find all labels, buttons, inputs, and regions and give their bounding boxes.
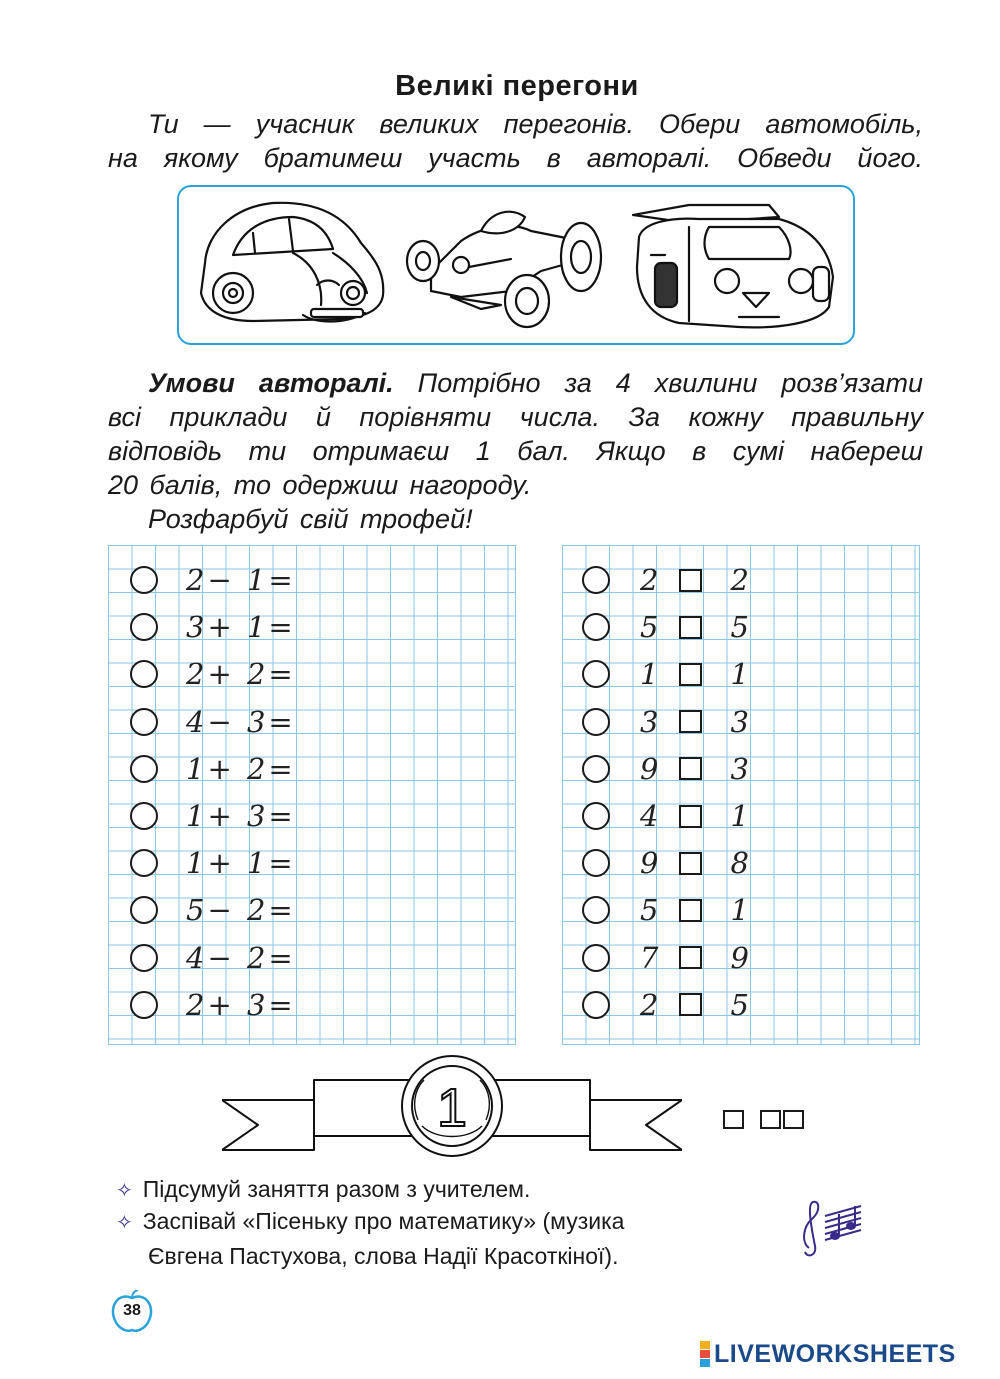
example-row — [130, 609, 296, 645]
example-row — [130, 704, 296, 740]
answer-circle[interactable] — [582, 802, 610, 830]
intro-line-2: на якому братимеш участь в авторалі. Обведи його. — [108, 143, 923, 173]
comparison-right-number: 2 — [730, 563, 752, 597]
watermark — [700, 1340, 956, 1369]
comparison-left-number: 9 — [640, 751, 662, 786]
score-box-3[interactable] — [783, 1110, 804, 1129]
comparison-row — [582, 987, 752, 1023]
comparison-left-number: 5 — [640, 610, 662, 645]
comparison-row — [582, 845, 752, 881]
comparison-sign-box[interactable] — [679, 757, 702, 780]
answer-circle[interactable] — [582, 660, 610, 688]
score-box-2[interactable] — [760, 1110, 781, 1129]
comparison-left-number: 7 — [640, 940, 662, 975]
rules-heading: Умови авторалі. — [148, 368, 394, 398]
beetle-car[interactable] — [193, 193, 393, 337]
example-row — [130, 940, 296, 976]
bullet-2 — [116, 1205, 624, 1273]
comparison-left-number: 2 — [640, 987, 662, 1022]
answer-circle[interactable] — [130, 944, 158, 972]
page-title: Великі перегони — [395, 70, 639, 102]
comparison-left-number: 3 — [640, 704, 662, 739]
example-row — [130, 845, 296, 881]
answer-circle[interactable] — [130, 991, 158, 1019]
comparison-left-number: 5 — [640, 893, 662, 928]
answer-circle[interactable] — [130, 708, 158, 736]
comparison-row — [582, 940, 752, 976]
rules-line-5: Розфарбуй свій трофей! — [148, 504, 473, 534]
comparison-sign-box[interactable] — [679, 569, 702, 592]
music-note-icon — [795, 1196, 867, 1262]
bullet-1-text: Підсумуй заняття разом з учителем. — [142, 1176, 531, 1202]
example-expression: 2− 1= — [186, 563, 296, 597]
answer-circle[interactable] — [582, 944, 610, 972]
score-box-1[interactable] — [723, 1110, 744, 1129]
comparison-left-number: 2 — [640, 563, 662, 597]
comparison-sign-box[interactable] — [679, 710, 702, 733]
rules-line-4: 20 балів, то одержиш нагороду. — [108, 470, 532, 500]
comparison-row — [582, 562, 752, 598]
example-row — [130, 751, 296, 787]
comparison-row — [582, 751, 752, 787]
answer-circle[interactable] — [130, 755, 158, 783]
comparison-right-number: 3 — [730, 704, 752, 739]
comparison-sign-box[interactable] — [679, 899, 702, 922]
rules-line-1-rest: Потрібно за 4 хвилини розв’язати — [417, 368, 923, 398]
comparison-left-number: 9 — [640, 846, 662, 881]
intro-line-1: Ти — учасник великих перегонів. Обери автомобіль, — [148, 109, 923, 139]
comparison-sign-box[interactable] — [679, 663, 702, 686]
bullet-1 — [116, 1173, 530, 1208]
liveworksheets-logo-icon — [700, 1341, 710, 1368]
answer-circle[interactable] — [130, 566, 158, 594]
example-expression: 2+ 2= — [186, 657, 296, 692]
comparison-sign-box[interactable] — [679, 805, 702, 828]
rules-line-1 — [108, 366, 923, 400]
trophy-ribbon[interactable] — [222, 1050, 682, 1168]
answer-circle[interactable] — [582, 755, 610, 783]
comparison-row — [582, 609, 752, 645]
comparison-row — [582, 704, 752, 740]
answer-circle[interactable] — [130, 613, 158, 641]
example-row — [130, 892, 296, 928]
answer-circle[interactable] — [582, 613, 610, 641]
comparison-sign-box[interactable] — [679, 852, 702, 875]
sparkle-icon: ✧ — [116, 1212, 133, 1234]
medal-number: 1 — [436, 1078, 468, 1138]
comparison-left-number: 4 — [640, 799, 662, 833]
comparison-sign-box[interactable] — [679, 616, 702, 639]
example-row — [130, 798, 296, 834]
formula-car[interactable] — [401, 201, 613, 329]
car-selection-box — [177, 185, 855, 345]
answer-circle[interactable] — [582, 991, 610, 1019]
comparison-row — [582, 798, 752, 834]
comparison-right-number: 8 — [730, 846, 752, 881]
example-expression: 1+ 2= — [186, 751, 296, 786]
race-car[interactable] — [629, 197, 841, 337]
example-expression: 1+ 3= — [186, 799, 296, 833]
intro-paragraph — [108, 107, 923, 175]
comparison-right-number: 9 — [730, 940, 752, 975]
example-row — [130, 562, 296, 598]
example-row — [130, 987, 296, 1023]
comparison-right-number: 1 — [730, 657, 752, 692]
answer-circle[interactable] — [130, 896, 158, 924]
example-expression: 1+ 1= — [186, 846, 296, 881]
ribbon-right-tail — [590, 1100, 682, 1150]
watermark-text: LIVEWORKSHEETS — [714, 1340, 956, 1368]
bullet-2-line-1: Заспівай «Пісеньку про математику» (музика — [142, 1208, 625, 1234]
comparison-left-number: 1 — [640, 657, 662, 692]
comparison-right-number: 5 — [730, 987, 752, 1022]
example-expression: 4− 3= — [186, 704, 296, 739]
bullet-2-line-2: Євгена Пастухова, слова Надії Красоткіної). — [148, 1243, 619, 1269]
comparison-sign-box[interactable] — [679, 993, 702, 1016]
answer-circle[interactable] — [130, 849, 158, 877]
example-expression: 4− 2= — [186, 940, 296, 975]
answer-circle[interactable] — [582, 708, 610, 736]
comparison-right-number: 3 — [730, 751, 752, 786]
page-number-badge — [110, 1290, 154, 1334]
example-expression: 2+ 3= — [186, 987, 296, 1022]
comparison-right-number: 1 — [730, 799, 752, 833]
sparkle-icon: ✧ — [116, 1180, 133, 1202]
example-expression: 3+ 1= — [186, 610, 296, 645]
comparison-row — [582, 656, 752, 692]
comparison-right-number: 1 — [730, 893, 752, 928]
example-expression: 5− 2= — [186, 893, 296, 928]
answer-circle[interactable] — [130, 802, 158, 830]
comparison-row — [582, 892, 752, 928]
rules-line-3: відповідь ти отримаєш 1 бал. Якщо в сумі набереш — [108, 436, 923, 466]
answer-circle[interactable] — [130, 660, 158, 688]
ribbon-left-tail — [222, 1100, 314, 1150]
answer-circle[interactable] — [582, 849, 610, 877]
page-number: 38 — [123, 1302, 141, 1319]
rules-line-2: всі приклади й порівняти числа. За кожну правильну — [108, 402, 923, 432]
answer-circle[interactable] — [582, 896, 610, 924]
comparison-sign-box[interactable] — [679, 946, 702, 969]
comparison-right-number: 5 — [730, 610, 752, 645]
example-row — [130, 656, 296, 692]
answer-circle[interactable] — [582, 566, 610, 594]
rules-paragraph — [108, 366, 923, 536]
